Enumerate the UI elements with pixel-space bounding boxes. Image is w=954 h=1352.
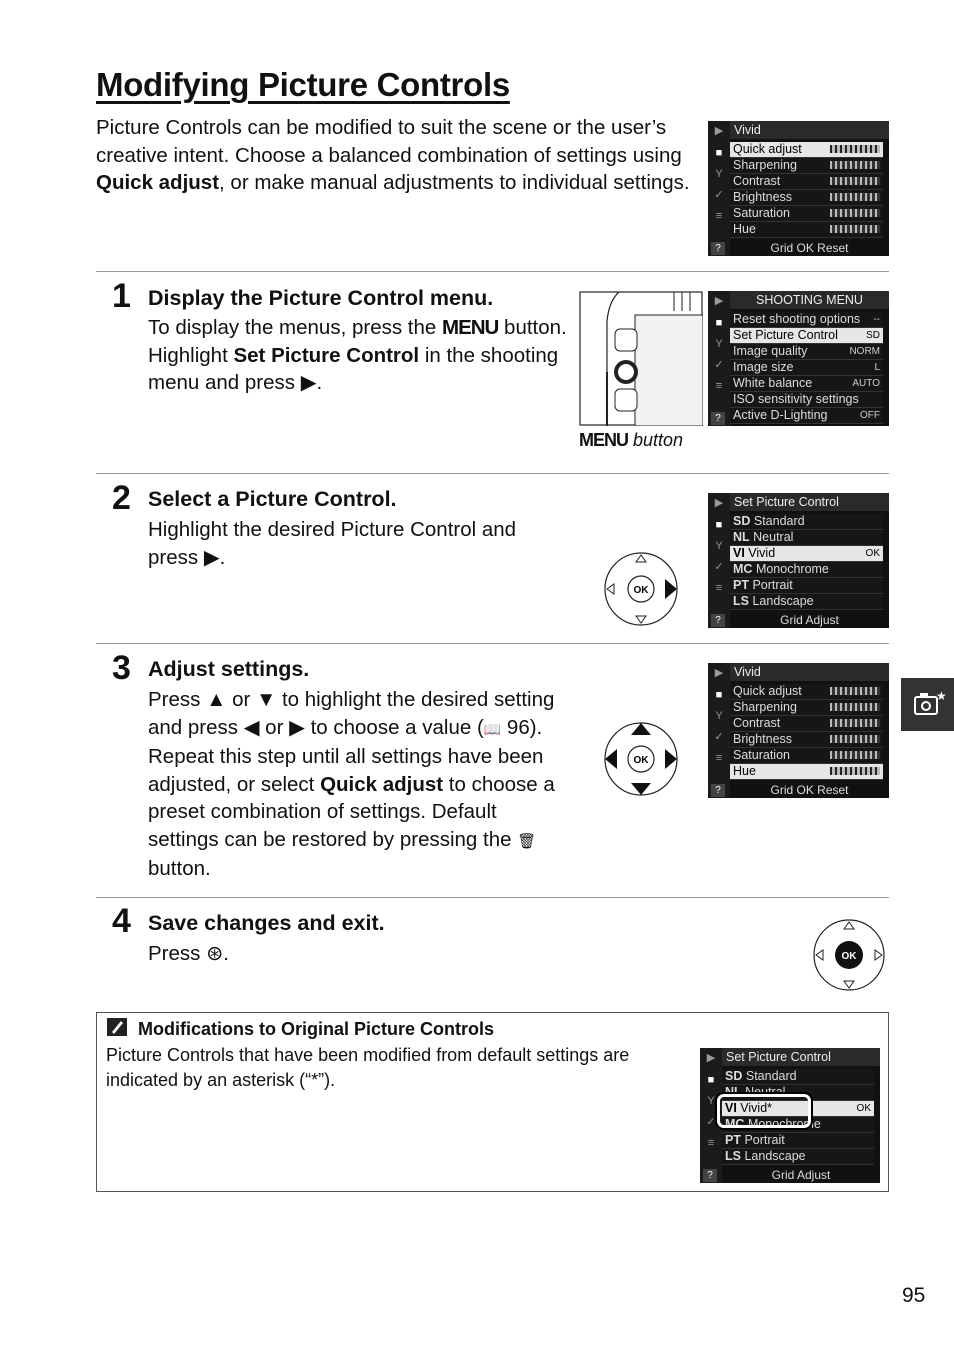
screen-row: Saturation [730,748,883,764]
screen-row: MC Monochrome [730,562,883,578]
screen-row: Sharpening [730,700,883,716]
screen-row: Brightness [730,732,883,748]
screen-row: White balance AUTO [730,376,883,392]
menu-button-caption: MENU button [579,430,684,450]
screen-row: MC Monochrome [722,1117,874,1133]
screen-row: Image size L [730,360,883,376]
screen-row: Quick adjust [730,142,883,158]
camera-screen-vivid-top [708,121,889,256]
note-heading: Modifications to Original Picture Controls [138,1019,495,1039]
intro-text-1: Picture Controls can be modified to suit the scene or the user’s creative intent. Choose a balanced combination of settings using [96,116,682,167]
step-body: Press ▲ or ▼ to highlight the desired setting and press ◀ or ▶ to choose a value (📖 96). Repeat this step until all settings have been adjusted, or select Quick adjust to choose a preset combination of settings. Default settings can be restored by pressing the 🗑 button. [148,688,555,880]
camera-screen-vivid-step3 [708,663,889,798]
camera-screen-shooting-menu [708,291,889,426]
divider [96,271,889,272]
camera-screen-set-picture-control-modified [700,1048,880,1183]
screen-row: Contrast [730,716,883,732]
screen-header: Vivid [730,121,889,139]
help-icon: ? [711,242,725,255]
screen-row: Contrast [730,174,883,190]
help-icon: ? [711,614,725,627]
step-body: To display the menus, press the MENU button. Highlight Set Picture Control in the shooting menu and press ▶. [148,316,567,394]
step-number: 1 [112,277,131,315]
screen-row: VI Vivid* OK [722,1101,874,1117]
screen-header: Vivid [730,663,889,681]
screen-header: Set Picture Control [722,1048,880,1066]
screen-sidebar: ▶ ■ Y ✓ ≡ [700,1048,722,1183]
screen-row: Set Picture Control SD [730,328,883,344]
menu-button-label: MENU [442,316,499,339]
multi-selector-icon [603,551,679,627]
svg-text:★: ★ [936,689,947,703]
section-tab [901,678,954,731]
screen-row: Hue [730,222,883,238]
divider [96,643,889,644]
svg-text:OK: OK [841,951,857,962]
screen-row: PT Portrait [730,578,883,594]
intro-paragraph [96,114,696,197]
screen-row: Hue [730,764,883,780]
help-icon: ? [711,412,725,425]
screen-row: NL Neutral [722,1085,874,1101]
intro-bold-quick-adjust: Quick adjust [96,171,220,194]
screen-footer: Grid Adjust [780,613,839,627]
camera-screen-set-picture-control [708,493,889,628]
step-number: 2 [112,479,131,517]
screen-sidebar: ▶ ■ Y ✓ ≡ [708,121,730,256]
screen-row: ISO sensitivity settings [730,392,883,408]
note-box [96,1012,889,1192]
screen-row: Saturation [730,206,883,222]
screen-row: Brightness [730,190,883,206]
help-icon: ? [711,784,725,797]
screen-sidebar: ▶ ■ Y ✓ ≡ [708,663,730,798]
screen-row: VI Vivid OK [730,546,883,562]
step-heading: Save changes and exit. [148,911,385,935]
trash-icon: 🗑 [517,832,537,850]
step-number: 4 [112,902,131,940]
highlight-ring [717,1094,811,1128]
screen-header: Set Picture Control [730,493,889,511]
screen-row: Sharpening [730,158,883,174]
svg-text:OK: OK [633,755,649,766]
screen-row: PT Portrait [722,1133,874,1149]
screen-row: Reset shooting options -- [730,312,883,328]
screen-row: SD Standard [722,1069,874,1085]
note-body: Picture Controls that have been modified from default settings are indicated by an asterisk (“*”). [106,1045,630,1090]
screen-row: NL Neutral [730,530,883,546]
book-ref-icon: 📖 [483,720,502,737]
ok-button-icon: ⊛ [206,942,224,965]
screen-row: Quick adjust [730,684,883,700]
camera-settings-icon [901,678,954,731]
screen-row: LS Landscape [730,594,883,610]
pencil-note-icon [107,1018,127,1036]
screen-sidebar: ▶ ■ Y ✓ ≡ [708,493,730,628]
step-body: Press ⊛. [148,942,229,965]
step-number: 3 [112,649,131,687]
page-number: 95 [902,1284,926,1307]
step-heading: Select a Picture Control. [148,487,397,511]
help-icon: ? [703,1169,717,1182]
screen-row: SD Standard [730,514,883,530]
divider [96,473,889,474]
screen-footer: Grid OK Reset [770,783,849,797]
screen-footer: Grid OK Reset [770,241,849,255]
intro-text-2: , or make manual adjustments to individual settings. [219,171,690,194]
step-body: Highlight the desired Picture Control and press ▶. [148,518,517,569]
screen-sidebar: ▶ ■ Y ✓ ≡ [708,291,730,426]
screen-header: SHOOTING MENU [730,291,889,309]
divider [96,897,889,898]
step-heading: Adjust settings. [148,657,310,681]
step-heading: Display the Picture Control menu. [148,286,494,310]
multi-selector-icon [603,721,679,797]
screen-footer: Grid Adjust [771,1168,831,1182]
screen-row: Image quality NORM [730,344,883,360]
screen-row: Active D-Lighting OFF [730,408,883,424]
camera-back-illustration [579,291,703,426]
svg-text:OK: OK [633,585,649,596]
multi-selector-icon [812,918,886,992]
page-title: Modifying Picture Controls [96,66,510,103]
screen-row: LS Landscape [722,1149,874,1165]
